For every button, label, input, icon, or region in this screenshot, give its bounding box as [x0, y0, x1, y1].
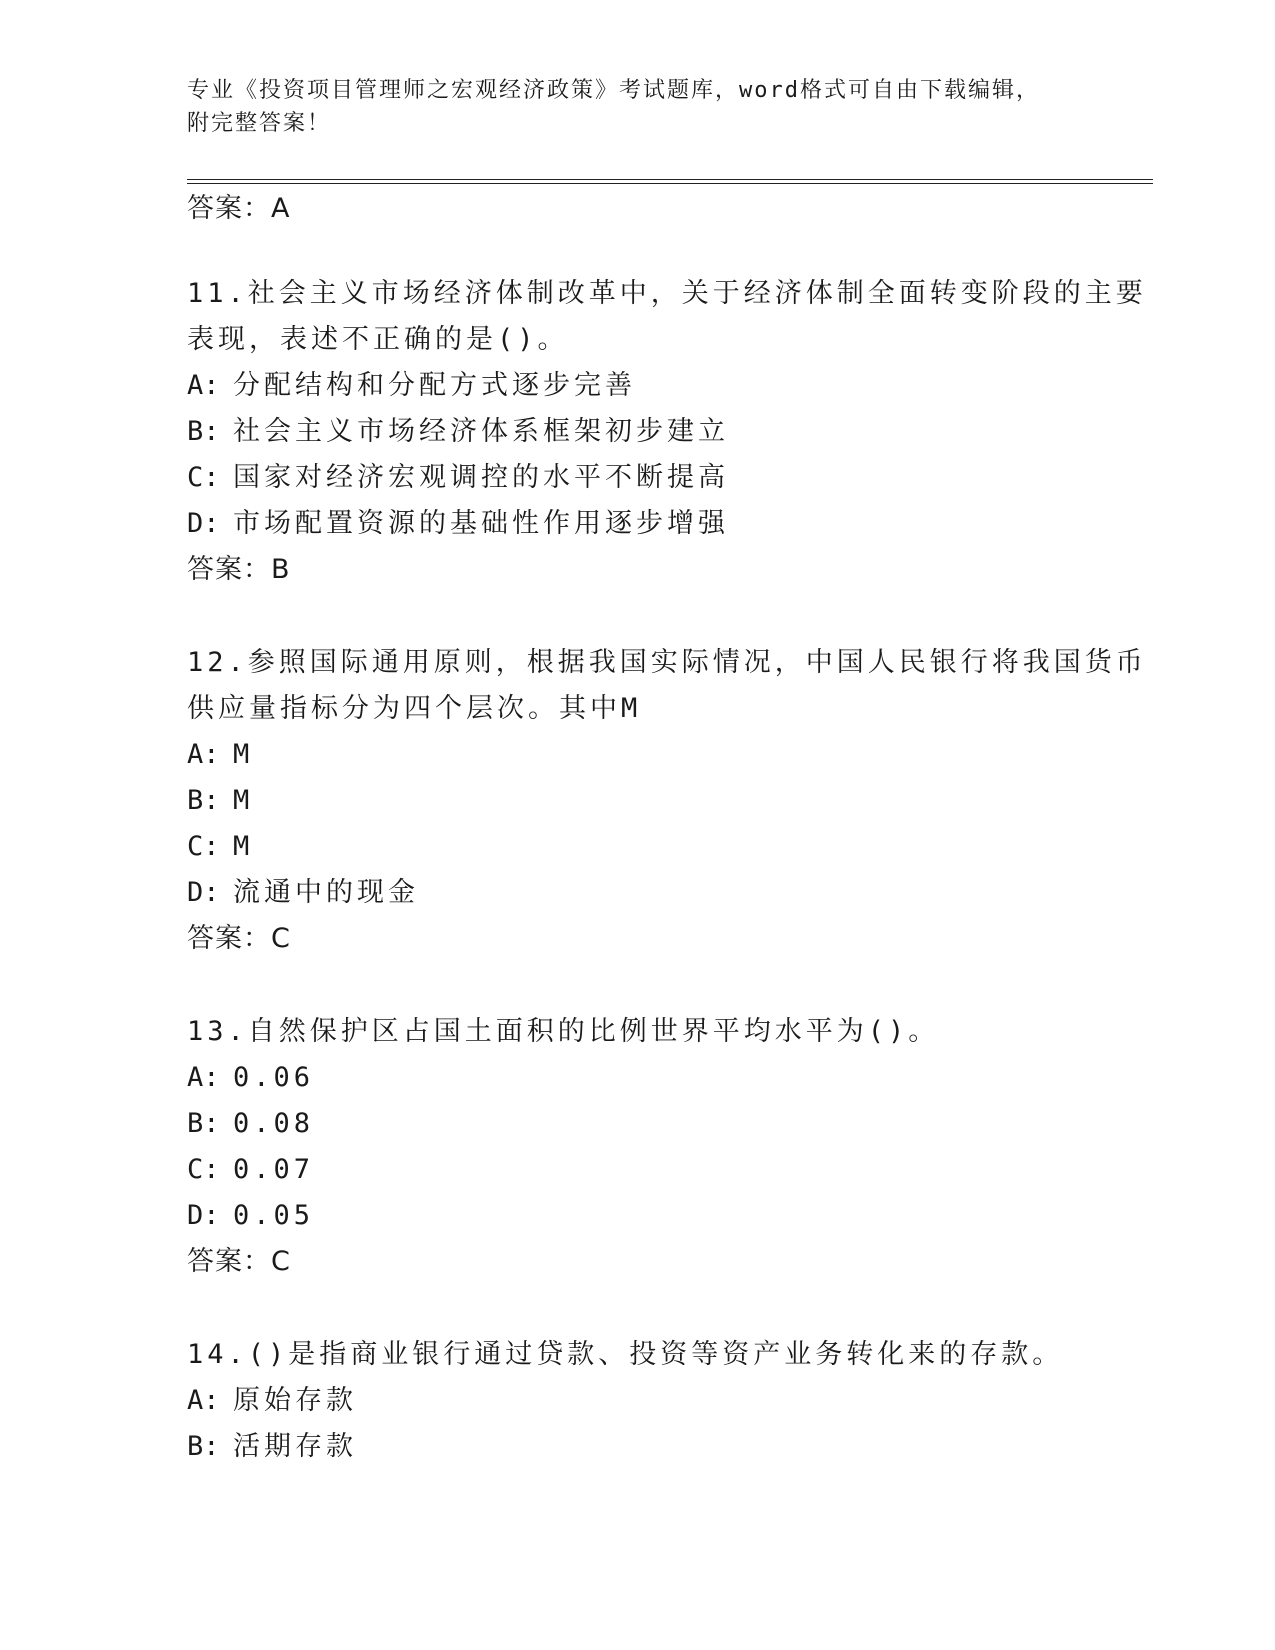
option-b	[187, 409, 1087, 455]
option-text: 活期存款	[233, 1431, 357, 1462]
option-letter: B:	[187, 1431, 220, 1462]
question-stem-line-1: 11.社会主义市场经济体制改革中，关于经济体制全面转变阶段的主要	[187, 278, 1147, 309]
document-header	[187, 74, 1087, 140]
question-stem-line-1: 13.自然保护区占国土面积的比例世界平均水平为()。	[187, 1016, 940, 1047]
header-divider-bottom	[187, 183, 1153, 184]
option-a	[187, 1055, 1087, 1101]
option-c	[187, 1147, 1087, 1193]
option-letter: D:	[187, 1200, 220, 1231]
option-c	[187, 824, 1087, 870]
option-a	[187, 732, 1087, 778]
question-stem-line-2: 表现，表述不正确的是()。	[187, 324, 569, 355]
question-stem-line-2: 供应量指标分为四个层次。其中M	[187, 693, 642, 724]
answer-line: 答案：C	[187, 923, 291, 954]
question-14	[187, 1332, 1087, 1470]
option-letter: A:	[187, 739, 220, 770]
header-divider-top	[187, 179, 1153, 180]
option-text: M	[233, 785, 254, 816]
option-letter: A:	[187, 1385, 220, 1416]
option-letter: D:	[187, 508, 220, 539]
header-line-1: 专业《投资项目管理师之宏观经济政策》考试题库，word格式可自由下载编辑，	[187, 78, 1040, 103]
option-text: 0.06	[233, 1062, 315, 1093]
option-letter: B:	[187, 1108, 220, 1139]
option-text: 分配结构和分配方式逐步完善	[233, 370, 636, 401]
option-c	[187, 455, 1087, 501]
option-b	[187, 1101, 1087, 1147]
option-b	[187, 778, 1087, 824]
question-12	[187, 640, 1147, 962]
option-b	[187, 1424, 1087, 1470]
option-d	[187, 501, 1087, 547]
option-letter: B:	[187, 785, 220, 816]
option-d	[187, 870, 1087, 916]
question-stem-line-1: 12.参照国际通用原则，根据我国实际情况，中国人民银行将我国货币	[187, 647, 1147, 678]
option-letter: A:	[187, 370, 220, 401]
option-letter: B:	[187, 416, 220, 447]
answer-line: 答案：C	[187, 1246, 291, 1277]
option-a	[187, 1378, 1087, 1424]
header-line-2: 附完整答案！	[187, 111, 332, 136]
question-11	[187, 271, 1147, 593]
option-text: 社会主义市场经济体系框架初步建立	[233, 416, 729, 447]
previous-answer-block	[187, 186, 1087, 232]
option-d	[187, 1193, 1087, 1239]
option-letter: C:	[187, 1154, 220, 1185]
option-text: 0.05	[233, 1200, 315, 1231]
option-text: 0.08	[233, 1108, 315, 1139]
option-letter: C:	[187, 462, 220, 493]
option-text: 流通中的现金	[233, 877, 419, 908]
option-text: 0.07	[233, 1154, 315, 1185]
answer-line: 答案：B	[187, 554, 291, 585]
option-a	[187, 363, 1087, 409]
option-text: M	[233, 739, 254, 770]
option-text: 国家对经济宏观调控的水平不断提高	[233, 462, 729, 493]
answer-line: 答案：A	[187, 193, 291, 224]
option-text: M	[233, 831, 254, 862]
question-stem-line-1: 14.()是指商业银行通过贷款、投资等资产业务转化来的存款。	[187, 1339, 1064, 1370]
option-text: 原始存款	[233, 1385, 357, 1416]
option-text: 市场配置资源的基础性作用逐步增强	[233, 508, 729, 539]
option-letter: D:	[187, 877, 220, 908]
option-letter: A:	[187, 1062, 220, 1093]
question-13	[187, 1009, 1087, 1285]
option-letter: C:	[187, 831, 220, 862]
